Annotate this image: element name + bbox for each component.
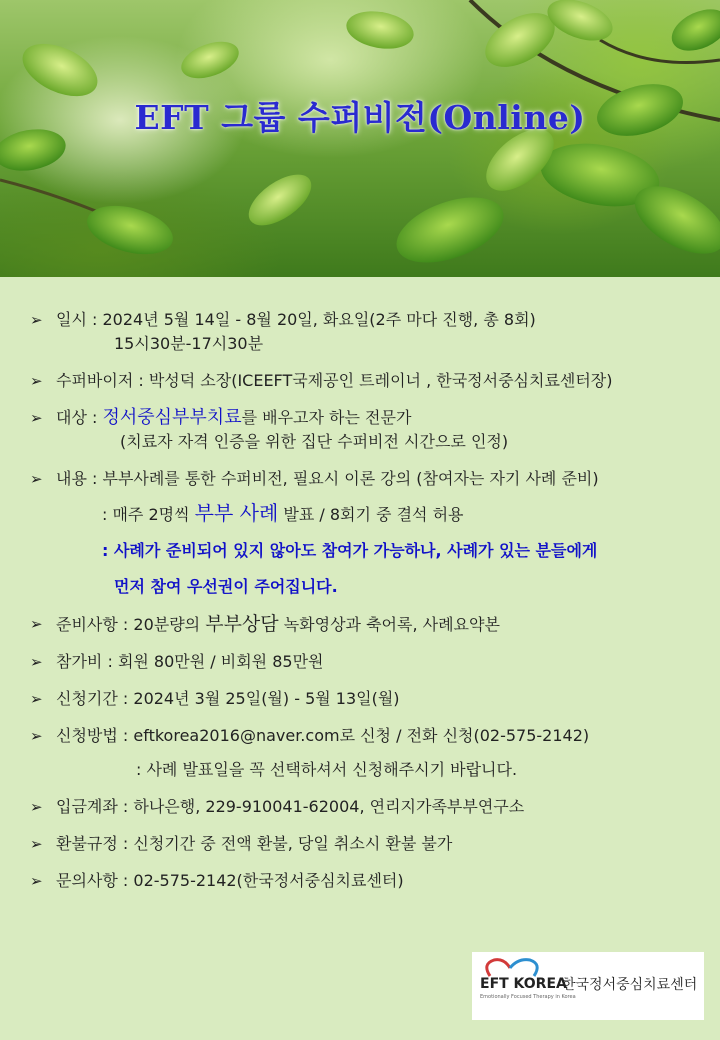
separator: :	[117, 726, 134, 745]
item-value: 2024년 5월 14일 - 8월 20일, 화요일(2주 마다 진행, 총 8회)	[102, 310, 536, 329]
item-value: 회원 80만원 / 비회원 85만원	[117, 652, 324, 671]
arrow-bullet-icon: ➢	[30, 653, 43, 671]
item-label: 일시	[56, 310, 87, 329]
arrow-bullet-icon: ➢	[30, 690, 43, 708]
item-value: 박성덕 소장(ICEEFT국제공인 트레이너 , 한국정서중심치료센터장)	[148, 371, 613, 390]
item-label: 신청기간	[56, 689, 118, 708]
item-value: 2024년 3월 25일(월) - 5월 13일(월)	[133, 689, 400, 708]
item-label: 문의사항	[56, 871, 118, 890]
list-item-supervisor	[30, 369, 710, 393]
leaf-banner-image	[0, 0, 720, 277]
arrow-bullet-icon: ➢	[30, 311, 43, 329]
separator: :	[133, 371, 149, 390]
arrow-bullet-icon: ➢	[30, 727, 43, 745]
item-value: 02-575-2142(한국정서중심치료센터)	[133, 871, 404, 890]
arrow-bullet-icon: ➢	[30, 798, 43, 816]
separator: :	[86, 469, 103, 488]
eft-korea-logo	[472, 952, 704, 1020]
item-label: 대상	[56, 408, 87, 427]
item-continuation: : 사례 발표일을 꼭 선택하셔서 신청해주시기 바랍니다.	[136, 760, 518, 779]
item-continuation: 15시30분-17시30분	[114, 334, 264, 353]
separator: :	[102, 652, 118, 671]
highlight-text: 정서중심부부치료	[102, 407, 242, 428]
list-item-content	[30, 467, 710, 599]
item-continuation: (치료자 자격 인증을 위한 집단 수퍼비전 시간으로 인정)	[120, 432, 509, 451]
arrow-bullet-icon: ➢	[30, 409, 43, 427]
item-label: 수퍼바이저	[56, 371, 134, 390]
arrow-bullet-icon: ➢	[30, 615, 43, 633]
arrow-bullet-icon: ➢	[30, 470, 43, 488]
item-label: 환불규정	[56, 834, 118, 853]
item-label: 신청방법	[56, 726, 118, 745]
item-continuation	[56, 501, 710, 527]
item-value: 부부사례를 통한 수퍼비전, 필요시 이론 강의 (참여자는 자기 사례 준비)	[102, 469, 599, 488]
notice-text: : 사례가 준비되어 있지 않아도 참여가 가능하나, 사례가 있는 분들에게	[102, 541, 598, 560]
logo-name: EFT KOREA	[480, 976, 567, 992]
list-item-refund-policy	[30, 832, 710, 856]
heart-logo-icon	[480, 956, 560, 978]
list-item-fee	[30, 650, 710, 674]
separator: :	[117, 689, 134, 708]
list-item-application-method	[30, 724, 710, 782]
item-value: 를 배우고자 하는 전문가	[241, 408, 412, 427]
details-list	[30, 308, 710, 906]
arrow-bullet-icon: ➢	[30, 872, 43, 890]
logo-tagline: Emotionally Focused Therapy in Korea	[480, 994, 576, 1000]
separator: :	[117, 834, 134, 853]
continuation-text: : 매주 2명씩	[102, 505, 195, 524]
item-label: 준비사항	[56, 615, 118, 634]
separator: :	[86, 408, 103, 427]
item-value: 하나은행, 229-910041-62004, 연리지가족부부연구소	[133, 797, 525, 816]
logo-org-name: 한국정서중심치료센터	[562, 977, 698, 993]
list-item-target	[30, 406, 710, 454]
highlight-text: 부부 사례	[194, 501, 279, 525]
page-title: EFT 그룹 수퍼비전(Online)	[134, 98, 586, 137]
item-value[interactable]: eftkorea2016@naver.com로 신청 / 전화 신청(02-575-2142)	[133, 726, 590, 745]
separator: :	[117, 871, 134, 890]
separator: :	[117, 797, 134, 816]
arrow-bullet-icon: ➢	[30, 835, 43, 853]
list-item-inquiry	[30, 869, 710, 893]
arrow-bullet-icon: ➢	[30, 372, 43, 390]
item-label: 참가비	[56, 652, 103, 671]
item-label: 입금계좌	[56, 797, 118, 816]
item-value: 녹화영상과 축어록, 사례요약본	[278, 615, 500, 634]
continuation-text: 발표 / 8회기 중 결석 허용	[278, 505, 464, 524]
list-item-preparation	[30, 612, 710, 637]
list-item-bank-account	[30, 795, 710, 819]
item-value: 신청기간 중 전액 환불, 당일 취소시 환불 불가	[133, 834, 453, 853]
notice-text: 먼저 참여 우선권이 주어집니다.	[114, 577, 338, 596]
item-value: 20분량의	[133, 615, 206, 634]
list-item-schedule	[30, 308, 710, 356]
separator: :	[117, 615, 134, 634]
list-item-application-period	[30, 687, 710, 711]
item-label: 내용	[56, 469, 87, 488]
highlight-text: 부부상담	[205, 613, 279, 635]
separator: :	[86, 310, 103, 329]
